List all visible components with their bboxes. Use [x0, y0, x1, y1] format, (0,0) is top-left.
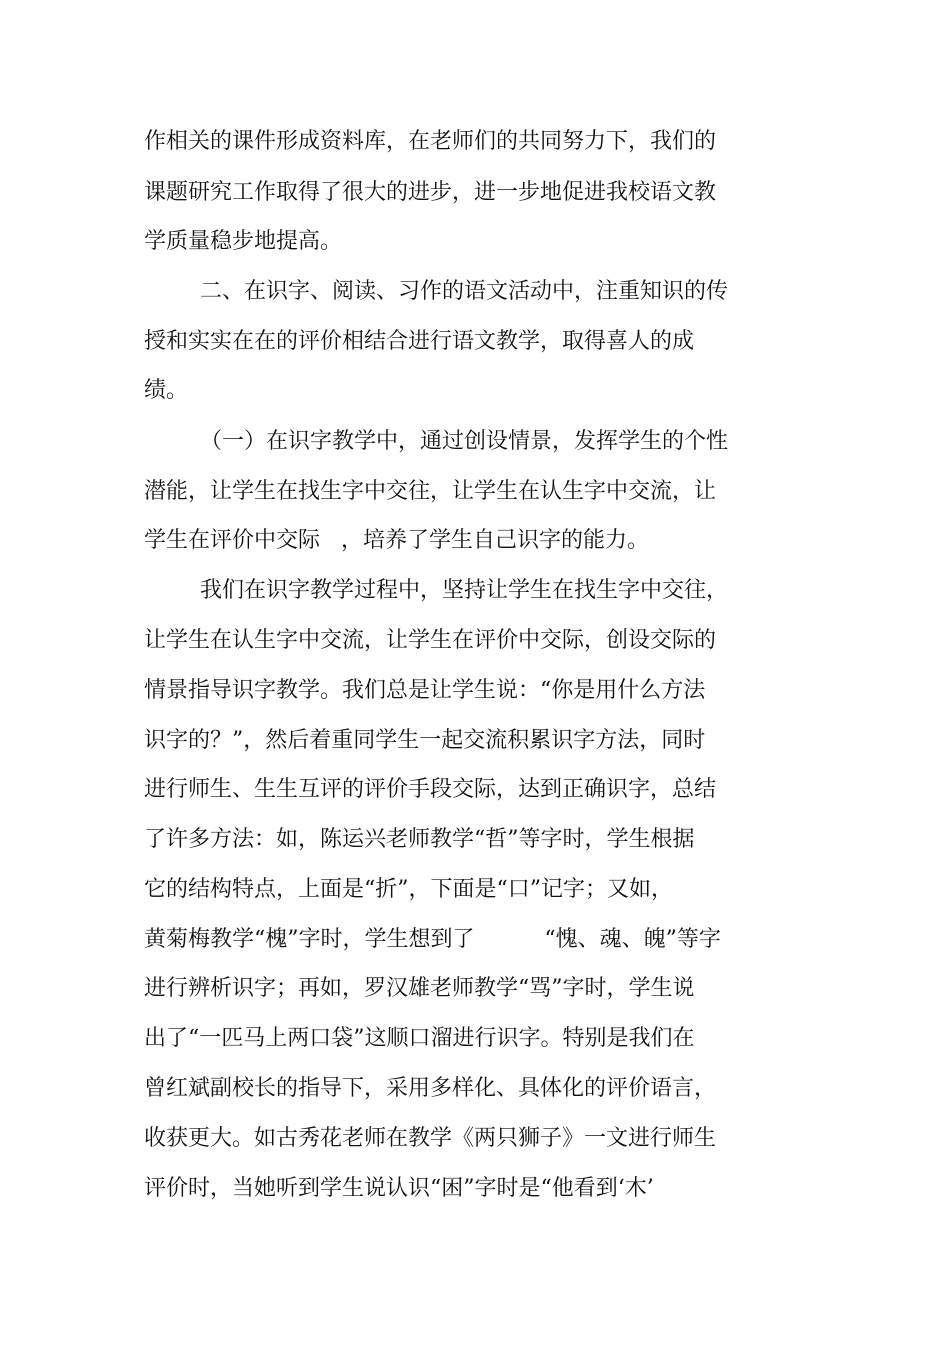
- text-line: 课题研究工作取得了很大的进步，进一步地促进我校语文教: [144, 180, 717, 205]
- section-heading: 绩。: [144, 378, 189, 403]
- text-line: 了许多方法：如，陈运兴老师教学“哲”等字时，学生根据: [144, 827, 695, 852]
- subsection-heading: （一）在识字教学中，通过创设情景，发挥学生的个性: [144, 429, 728, 454]
- section-heading: 授和实实在在的评价相结合进行语文教学，取得喜人的成: [144, 329, 695, 354]
- text-line: 收获更大。如古秀花老师在教学《两只狮子》一文进行师生: [144, 1126, 717, 1151]
- text-line: 黄菊梅教学“槐”字时，学生想到了 “愧、魂、魄”等字: [144, 927, 721, 952]
- text-line: 识字的？”，然后着重同学生一起交流积累识字方法，同时: [144, 728, 706, 753]
- text-line: 学质量稳步地提高。: [144, 229, 343, 254]
- text-line: 评价时，当她听到学生说认识“困”字时是“他看到‘木’: [144, 1176, 654, 1201]
- text-line: 出了“一匹马上两口袋”这顺口溜进行识字。特别是我们在: [144, 1026, 695, 1051]
- text-line: 曾红斌副校长的指导下，采用多样化、具体化的评价语言，: [144, 1076, 717, 1101]
- subsection-heading: 潜能，让学生在找生字中交往，让学生在认生字中交流，让: [144, 479, 717, 504]
- text-line: 进行师生、生生互评的评价手段交际，达到正确识字，总结: [144, 777, 717, 802]
- text-line: 进行辨析识字；再如，罗汉雄老师教学“骂”字时，学生说: [144, 976, 695, 1001]
- text-line: 情景指导识字教学。我们总是让学生说：“你是用什么方法: [144, 678, 706, 703]
- text-line: 我们在识字教学过程中，坚持让学生在找生字中交往，: [144, 578, 728, 603]
- text-line: 让学生在认生字中交流，让学生在评价中交际，创设交际的: [144, 628, 717, 653]
- subsection-heading: 学生在评价中交际 ，培养了学生自己识字的能力。: [144, 528, 649, 553]
- section-heading: 二、在识字、阅读、习作的语文活动中，注重知识的传: [144, 279, 728, 304]
- text-line: 它的结构特点，上面是“折”，下面是“口”记字；又如，: [144, 877, 673, 902]
- text-line: 作相关的课件形成资料库，在老师们的共同努力下，我们的: [144, 129, 717, 154]
